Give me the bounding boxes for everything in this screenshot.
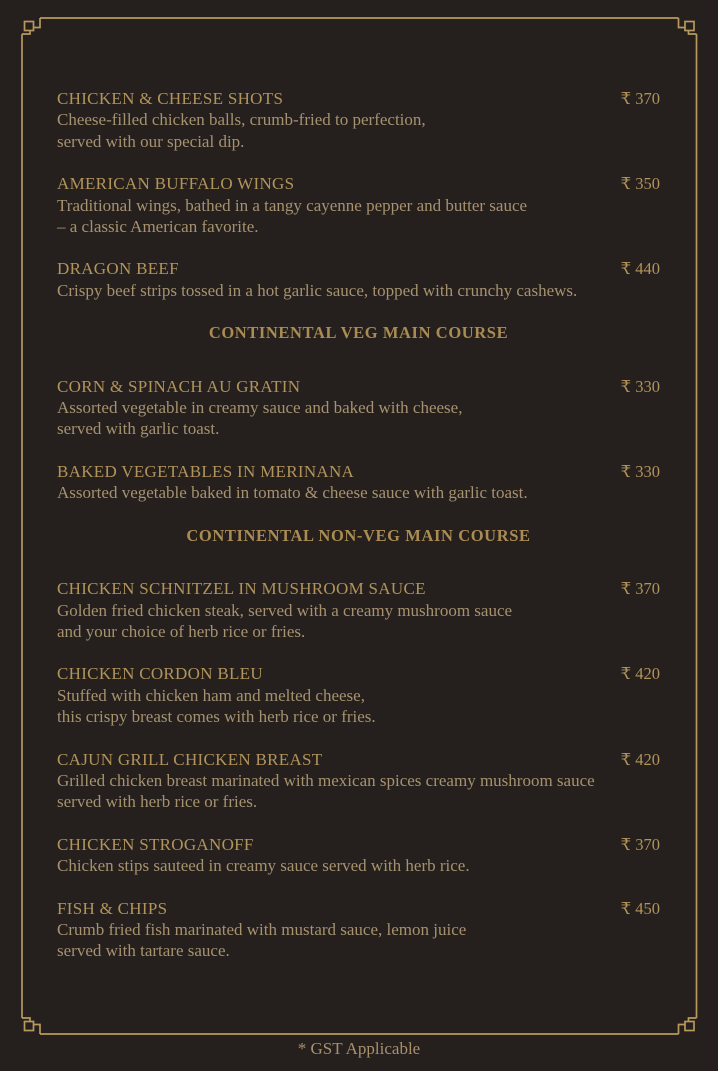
item-price: ₹ 440 — [620, 259, 660, 279]
corner-square-top-right — [685, 22, 694, 31]
item-price: ₹ 330 — [620, 461, 660, 481]
item-description-line: served with herb rice or fries. — [57, 792, 258, 812]
item-description-line: served with garlic toast. — [57, 419, 220, 439]
gst-note: * GST Applicable — [297, 1039, 421, 1058]
item-name: BAKED VEGETABLES IN MERINANA — [57, 461, 355, 481]
menu-item — [57, 834, 660, 877]
item-name: CAJUN GRILL CHICKEN BREAST — [57, 749, 323, 769]
corner-ornament-top-left — [34, 18, 41, 28]
item-description-line: Traditional wings, bathed in a tangy cayenne pepper and butter sauce — [57, 195, 528, 215]
item-price: ₹ 370 — [620, 834, 660, 854]
item-description-line: – a classic American favorite. — [57, 217, 259, 237]
item-price: ₹ 420 — [620, 749, 660, 769]
menu-content — [57, 0, 660, 983]
section-header: CONTINENTAL VEG MAIN COURSE — [208, 323, 509, 343]
item-price: ₹ 370 — [620, 89, 660, 108]
item-row — [57, 461, 660, 482]
item-price: ₹ 450 — [620, 898, 660, 918]
item-price: ₹ 350 — [620, 174, 660, 194]
item-description-line: Crumb fried fish marinated with mustard sauce, lemon juice — [57, 919, 467, 939]
item-price: ₹ 370 — [620, 579, 660, 599]
corner-square-bottom-right — [685, 1022, 694, 1031]
item-row — [57, 663, 660, 684]
item-price: ₹ 330 — [620, 376, 660, 396]
item-description-line: Chicken stips sauteed in creamy sauce served with herb rice. — [57, 856, 470, 876]
item-description-line: Cheese-filled chicken balls, crumb-fried to perfection, — [57, 110, 426, 130]
menu-item — [57, 749, 660, 813]
item-description-line: Grilled chicken breast marinated with mexican spices creamy mushroom sauce — [57, 770, 595, 790]
section-header: CONTINENTAL NON-VEG MAIN COURSE — [186, 525, 531, 545]
item-name: CHICKEN STROGANOFF — [57, 834, 254, 854]
corner-ornament-bottom-right — [679, 1025, 686, 1035]
item-row — [57, 173, 660, 194]
item-row — [57, 376, 660, 397]
item-description-line: served with our special dip. — [57, 131, 245, 151]
item-description-line: and your choice of herb rice or fries. — [57, 621, 306, 641]
item-name: CHICKEN & CHEESE SHOTS — [57, 89, 284, 108]
menu-item — [57, 663, 660, 727]
item-name: CORN & SPINACH AU GRATIN — [57, 376, 301, 396]
item-name: FISH & CHIPS — [57, 898, 168, 918]
item-price: ₹ 420 — [620, 664, 660, 684]
menu-item — [57, 898, 660, 962]
corner-square-top-left — [25, 22, 34, 31]
item-name: AMERICAN BUFFALO WINGS — [57, 174, 295, 194]
item-description-line: Golden fried chicken steak, served with a creamy mushroom sauce — [57, 600, 513, 620]
item-description-line: Assorted vegetable baked in tomato & cheese sauce with garlic toast. — [57, 483, 528, 503]
menu-item — [57, 88, 660, 152]
menu-item — [57, 461, 660, 504]
item-description-line: this crispy breast comes with herb rice or fries. — [57, 707, 376, 727]
item-description-line: served with tartare sauce. — [57, 941, 230, 961]
corner-ornament-top-right — [679, 18, 686, 28]
item-row — [57, 749, 660, 770]
item-row — [57, 88, 660, 109]
menu-item — [57, 376, 660, 440]
item-name: CHICKEN SCHNITZEL IN MUSHROOM SAUCE — [57, 579, 426, 599]
item-row — [57, 258, 660, 279]
corner-ornament-bottom-left — [34, 1025, 41, 1035]
menu-item — [57, 578, 660, 642]
item-name: CHICKEN CORDON BLEU — [57, 664, 263, 684]
item-row — [57, 834, 660, 855]
item-row — [57, 898, 660, 919]
menu-item — [57, 173, 660, 237]
corner-square-bottom-left — [25, 1022, 34, 1031]
menu-item — [57, 258, 660, 301]
item-description-line: Assorted vegetable in creamy sauce and baked with cheese, — [57, 398, 463, 418]
item-description-line: Crispy beef strips tossed in a hot garlic sauce, topped with crunchy cashews. — [57, 280, 578, 300]
item-name: DRAGON BEEF — [57, 259, 179, 279]
item-description-line: Stuffed with chicken ham and melted cheese, — [57, 685, 365, 705]
item-row — [57, 578, 660, 599]
